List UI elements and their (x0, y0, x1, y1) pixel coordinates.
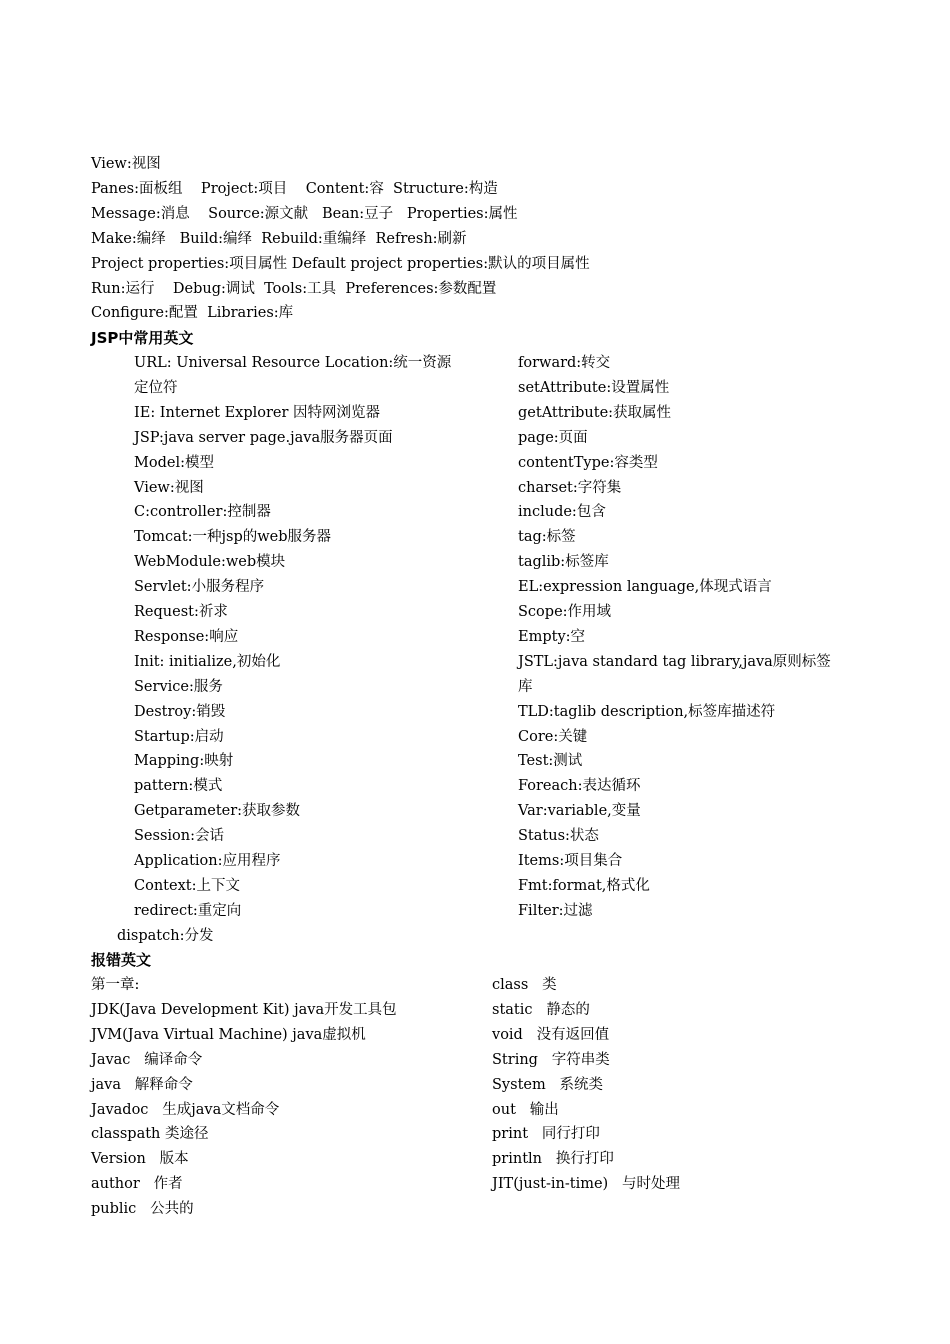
error-term-line: System 系统类 (492, 1076, 604, 1093)
jsp-dispatch-term: dispatch:分发 (117, 928, 214, 944)
error-term-line: java 解释命令 (91, 1076, 193, 1093)
jsp-term-line: JSP:java server page.java服务器页面 (134, 429, 393, 446)
jsp-term-line: IE: Internet Explorer 因特网浏览器 (134, 404, 381, 421)
jsp-term-line: setAttribute:设置属性 (518, 379, 670, 396)
jsp-term-line: URL: Universal Resource Location:统一资源 (134, 355, 452, 371)
jsp-term-line: include:包含 (518, 504, 606, 521)
jsp-term-line: Model:模型 (134, 454, 214, 471)
error-term-line: void 没有返回值 (492, 1026, 610, 1043)
jsp-term-line: Var:variable,变量 (518, 803, 641, 820)
jsp-term-line: pattern:模式 (134, 778, 223, 795)
jsp-term-line: Filter:过滤 (518, 902, 593, 919)
view-term-line: Run:运行 Debug:调试 Tools:工具 Preferences:参数配置 (91, 280, 497, 297)
jsp-term-line: WebModule:web模块 (134, 554, 286, 571)
error-term-line: static 静态的 (492, 1001, 590, 1018)
error-term-line: Version 版本 (91, 1151, 189, 1168)
jsp-term-line: C:controller:控制器 (134, 504, 271, 521)
error-term-line: Javadoc 生成java文档命令 (91, 1101, 280, 1118)
error-term-line: println 换行打印 (492, 1151, 614, 1168)
jsp-term-line: Mapping:映射 (134, 753, 234, 770)
jsp-term-line: Application:应用程序 (134, 853, 281, 869)
jsp-term-line: Test:测试 (518, 753, 583, 770)
jsp-term-line: Items:项目集合 (518, 853, 623, 869)
jsp-term-line: 库 (518, 678, 533, 695)
jsp-term-line: 定位符 (134, 379, 178, 396)
error-term-line: Javac 编译命令 (91, 1051, 203, 1068)
jsp-heading: JSP中常用英文 (91, 329, 194, 347)
jsp-term-line: Status:状态 (518, 828, 599, 845)
jsp-term-line: forward:转交 (518, 355, 611, 371)
view-term-line: Configure:配置 Libraries:库 (91, 305, 294, 322)
jsp-term-line: page:页面 (518, 429, 588, 446)
jsp-term-line: Context:上下文 (134, 877, 240, 894)
error-term-line: classpath 类途径 (91, 1126, 209, 1143)
error-term-line: 第一章: (91, 977, 140, 993)
view-term-line: Panes:面板组 Project:项目 Content:容 Structure:构造 (91, 180, 498, 197)
view-term-line: View:视图 (91, 156, 161, 172)
error-term-line: author 作者 (91, 1176, 183, 1193)
error-term-line: JDK(Java Development Kit) java开发工具包 (91, 1001, 397, 1018)
view-term-line: Message:消息 Source:源文献 Bean:豆子 Properties:属性 (91, 205, 518, 222)
jsp-term-line: Empty:空 (518, 628, 586, 645)
jsp-term-line: charset:字符集 (518, 479, 622, 496)
view-term-line: Make:编绎 Build:编绎 Rebuild:重编绎 Refresh:刷新 (91, 230, 467, 247)
jsp-term-line: Scope:作用域 (518, 604, 612, 620)
jsp-term-line: Foreach:表达循环 (518, 778, 641, 795)
error-term-line: JIT(just-in-time) 与时处理 (492, 1176, 681, 1193)
jsp-term-line: Service:服务 (134, 678, 223, 695)
jsp-term-line: Response:响应 (134, 628, 239, 645)
jsp-term-line: Session:会话 (134, 828, 224, 845)
error-term-line: print 同行打印 (492, 1126, 600, 1143)
jsp-term-line: Tomcat:一种jsp的web服务器 (134, 529, 331, 546)
jsp-term-line: Startup:启动 (134, 728, 224, 745)
error-terms-heading: 报错英文 (91, 951, 152, 969)
jsp-term-line: View:视图 (134, 479, 204, 496)
jsp-term-line: Init: initialize,初始化 (134, 653, 281, 670)
jsp-term-line: Destroy:销毁 (134, 703, 226, 720)
jsp-term-line: redirect:重定向 (134, 902, 242, 919)
error-term-line: JVM(Java Virtual Machine) java虚拟机 (91, 1026, 366, 1043)
error-term-line: String 字符串类 (492, 1051, 610, 1068)
jsp-term-line: Servlet:小服务程序 (134, 579, 265, 596)
jsp-term-line: Request:祈求 (134, 604, 228, 620)
jsp-term-line: TLD:taglib description,标签库描述符 (518, 703, 776, 720)
jsp-term-line: EL:expression language,体现式语言 (518, 579, 772, 596)
jsp-term-line: taglib:标签库 (518, 554, 609, 571)
jsp-term-line: Core:关键 (518, 728, 588, 745)
error-term-line: public 公共的 (91, 1201, 194, 1218)
jsp-term-line: contentType:容类型 (518, 454, 658, 471)
jsp-term-line: tag:标签 (518, 529, 576, 546)
view-term-line: Project properties:项目属性 Default project properties:默认的项目属性 (91, 255, 590, 272)
jsp-term-line: Getparameter:获取参数 (134, 803, 301, 820)
jsp-term-line: getAttribute:获取属性 (518, 404, 672, 421)
error-term-line: out 输出 (492, 1101, 559, 1118)
error-term-line: class 类 (492, 977, 557, 993)
jsp-term-line: JSTL:java standard tag library,java原则标签 (518, 653, 831, 670)
jsp-term-line: Fmt:format,格式化 (518, 877, 650, 894)
